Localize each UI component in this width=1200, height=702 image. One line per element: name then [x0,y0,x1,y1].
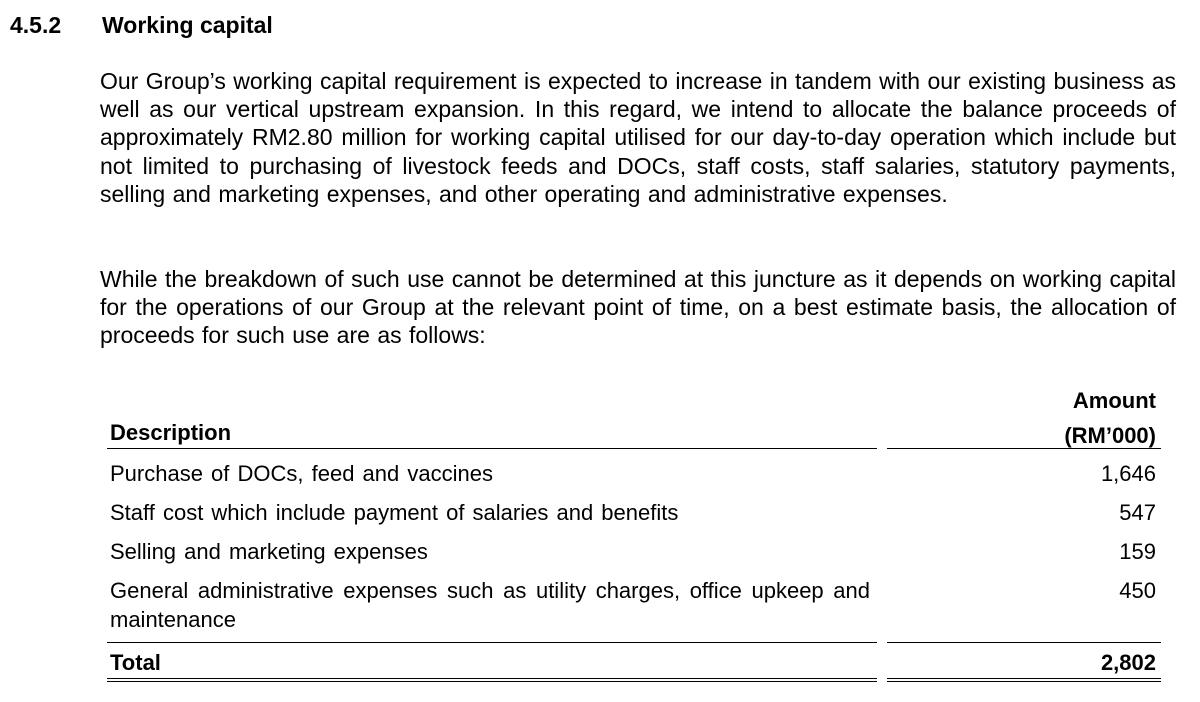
section-title: Working capital [102,12,273,38]
row-description: Staff cost which include payment of salaries and benefits [110,500,679,525]
total-rule-right [887,642,1161,643]
bottom-rule-right [887,678,1161,682]
paragraph-breakdown: While the breakdown of such use cannot be determined at this juncture as it depends on working capital for the operations of our Group at the relevant point of time, on a best estimate basis, the allocation of proceeds for such use are as follows: [100,266,1176,349]
amount-header-unit: (RM’000) [1064,423,1156,448]
amount-header-label: Amount [1072,388,1156,413]
row-description: Selling and marketing expenses [110,539,428,564]
section-number: 4.5.2 [10,12,62,38]
bottom-rule-left [107,678,877,682]
header-rule-left [107,448,877,449]
total-rule-left [107,642,877,643]
total-amount: 2,802 [1100,650,1156,675]
header-rule-right [887,448,1161,449]
amount-column-header [1064,383,1156,453]
row-amount: 450 [1119,578,1156,603]
row-amount: 547 [1119,500,1156,525]
description-column-header: Description [110,420,232,445]
row-amount: 1,646 [1100,461,1156,486]
row-description: Purchase of DOCs, feed and vaccines [110,461,493,486]
row-amount: 159 [1119,539,1156,564]
paragraph-intro: Our Group’s working capital requirement is expected to increase in tandem with our existing business as well as our vertical upstream expansion. In this regard, we intend to allocate the balance proceeds of approximately RM2.80 million for working capital utilised for our day-to-day operation which include but not limited to purchasing of livestock feeds and DOCs, staff costs, staff salaries, statutory payments, selling and marketing expenses, and other operating and administrative expenses. [100,68,1176,207]
row-description: General administrative expenses such as utility charges, office upkeep and maintenance [110,578,870,632]
total-label: Total [110,650,161,675]
